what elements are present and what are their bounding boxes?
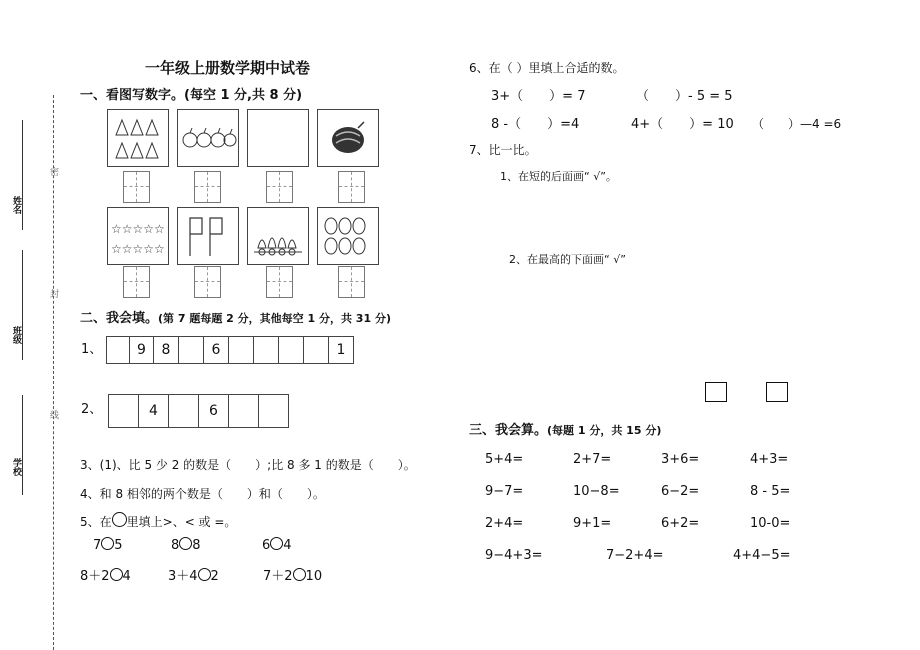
- q1-cell[interactable]: [107, 337, 130, 363]
- picture-carrots: [247, 207, 309, 265]
- watermelon-icon: [318, 110, 378, 166]
- q2-cell[interactable]: [109, 395, 139, 427]
- picture-stars: [107, 207, 169, 265]
- calc-item[interactable]: 2+7=: [573, 452, 612, 467]
- compare-circle[interactable]: [293, 568, 306, 581]
- q2-cell: 4: [139, 395, 169, 427]
- q1-number-row: [106, 336, 354, 364]
- name-blank[interactable]: [22, 120, 23, 230]
- answer-square-2[interactable]: [766, 382, 788, 402]
- stars-icon: [108, 208, 168, 264]
- binding-dashed-line: [53, 95, 54, 650]
- compare-item: 8 8: [171, 538, 201, 553]
- class-label: 班级: [11, 326, 21, 344]
- q2-cell[interactable]: [259, 395, 289, 427]
- calc-item[interactable]: 5+4=: [485, 452, 524, 467]
- picture-flags: [177, 207, 239, 265]
- picture-empty: [247, 109, 309, 167]
- compare-item: 6 4: [262, 538, 292, 553]
- calc-item[interactable]: 2+4=: [485, 516, 524, 531]
- answer-square-1[interactable]: [705, 382, 727, 402]
- calc-item[interactable]: 10−8=: [573, 484, 620, 499]
- q7-sub1: 1、在短的后面画“ √”。: [500, 170, 617, 183]
- q1-label: 1、: [81, 342, 103, 357]
- q5-header: [80, 512, 236, 530]
- page-title: 一年级上册数学期中试卷: [145, 59, 311, 77]
- school-blank[interactable]: [22, 395, 23, 495]
- calc-item[interactable]: 9−7=: [485, 484, 524, 499]
- triangles-icon: [108, 110, 168, 166]
- q1-cell[interactable]: [179, 337, 204, 363]
- compare-item: 7＋2 10: [263, 569, 323, 584]
- answer-box-7[interactable]: [266, 266, 293, 298]
- q2-cell[interactable]: [169, 395, 199, 427]
- q6-item[interactable]: 4+（ ）= 10: [631, 117, 734, 132]
- picture-ovals: [317, 207, 379, 265]
- q1-cell[interactable]: [254, 337, 279, 363]
- calc-item[interactable]: 6−2=: [661, 484, 700, 499]
- section-1-heading: 一、看图写数字。(每空 1 分,共 8 分): [80, 88, 303, 103]
- circle-icon: [112, 512, 127, 527]
- section-2-heading: 二、我会填。: [80, 311, 159, 326]
- answer-box-5[interactable]: [123, 266, 150, 298]
- calc-item[interactable]: 9−4+3=: [485, 548, 543, 563]
- q6-item[interactable]: （ ）- 5 = 5: [636, 89, 733, 104]
- svg-text:☆☆☆☆☆: ☆☆☆☆☆: [111, 242, 165, 256]
- q2-cell: 6: [199, 395, 229, 427]
- q2-cell[interactable]: [229, 395, 259, 427]
- section-2-header: [80, 307, 391, 326]
- q5-suffix: 里填上>、< 或 =。: [126, 515, 237, 529]
- q6-heading: 6、在（ ）里填上合适的数。: [469, 61, 625, 75]
- compare-item: 7 5: [93, 538, 123, 553]
- q2-label: 2、: [81, 402, 103, 417]
- picture-apples: [177, 109, 239, 167]
- calc-item[interactable]: 4+3=: [750, 452, 789, 467]
- flags-icon: [178, 208, 238, 264]
- carrots-icon: [248, 208, 308, 264]
- q1-cell: 6: [204, 337, 229, 363]
- seal-mark-2: 封: [50, 290, 60, 300]
- picture-triangles: [107, 109, 169, 167]
- section-3-heading: 三、我会算。: [469, 423, 548, 438]
- section-3-header: [469, 419, 661, 438]
- q7-heading: 7、比一比。: [469, 143, 537, 157]
- section-2-note: (第 7 题每题 2 分，其他每空 1 分，共 31 分): [158, 312, 391, 325]
- q1-cell[interactable]: [279, 337, 304, 363]
- picture-watermelon: [317, 109, 379, 167]
- school-label: 学校: [11, 458, 21, 476]
- calc-item[interactable]: 6+2=: [661, 516, 700, 531]
- answer-box-2[interactable]: [194, 171, 221, 203]
- calc-item[interactable]: 4+4−5=: [733, 548, 791, 563]
- compare-circle[interactable]: [101, 537, 114, 550]
- answer-box-6[interactable]: [194, 266, 221, 298]
- q4-text: 4、和 8 相邻的两个数是（ ）和（ ）。: [80, 487, 325, 501]
- apples-icon: [178, 110, 238, 166]
- q6-item[interactable]: 8 -（ ）=4: [491, 117, 580, 132]
- q1-cell: 9: [130, 337, 154, 363]
- compare-item: 3＋4 2: [168, 569, 219, 584]
- ovals-icon: [318, 208, 378, 264]
- q2-number-row: [108, 394, 289, 428]
- seal-mark-1: 密: [50, 168, 60, 178]
- answer-box-8[interactable]: [338, 266, 365, 298]
- svg-text:☆☆☆☆☆: ☆☆☆☆☆: [111, 222, 165, 236]
- name-label: 姓名: [11, 196, 21, 214]
- q6-item[interactable]: 3+（ ）= 7: [491, 89, 586, 104]
- q1-cell: 1: [329, 337, 354, 363]
- calc-item[interactable]: 9+1=: [573, 516, 612, 531]
- q6-item[interactable]: （ ）—4 =6: [752, 117, 842, 131]
- section-3-note: (每题 1 分，共 15 分): [547, 424, 662, 437]
- seal-mark-3: 线: [50, 411, 60, 421]
- calc-item[interactable]: 8 - 5=: [750, 484, 791, 499]
- compare-item: 8＋2 4: [80, 569, 131, 584]
- q1-cell: 8: [154, 337, 179, 363]
- calc-item[interactable]: 7−2+4=: [606, 548, 664, 563]
- calc-item[interactable]: 10-0=: [750, 516, 791, 531]
- answer-box-1[interactable]: [123, 171, 150, 203]
- answer-box-4[interactable]: [338, 171, 365, 203]
- q3-text: 3、(1)、比 5 少 2 的数是（ ）;比 8 多 1 的数是（ ）。: [80, 458, 416, 472]
- calc-item[interactable]: 3+6=: [661, 452, 700, 467]
- compare-circle[interactable]: [270, 537, 283, 550]
- compare-circle[interactable]: [110, 568, 123, 581]
- q7-sub2: 2、在最高的下面画“ √”: [509, 253, 626, 266]
- q1-cell[interactable]: [304, 337, 329, 363]
- compare-circle[interactable]: [198, 568, 211, 581]
- answer-box-3[interactable]: [266, 171, 293, 203]
- q5-prefix: 5、在: [80, 515, 112, 529]
- class-blank[interactable]: [22, 250, 23, 360]
- q1-cell[interactable]: [229, 337, 254, 363]
- compare-circle[interactable]: [179, 537, 192, 550]
